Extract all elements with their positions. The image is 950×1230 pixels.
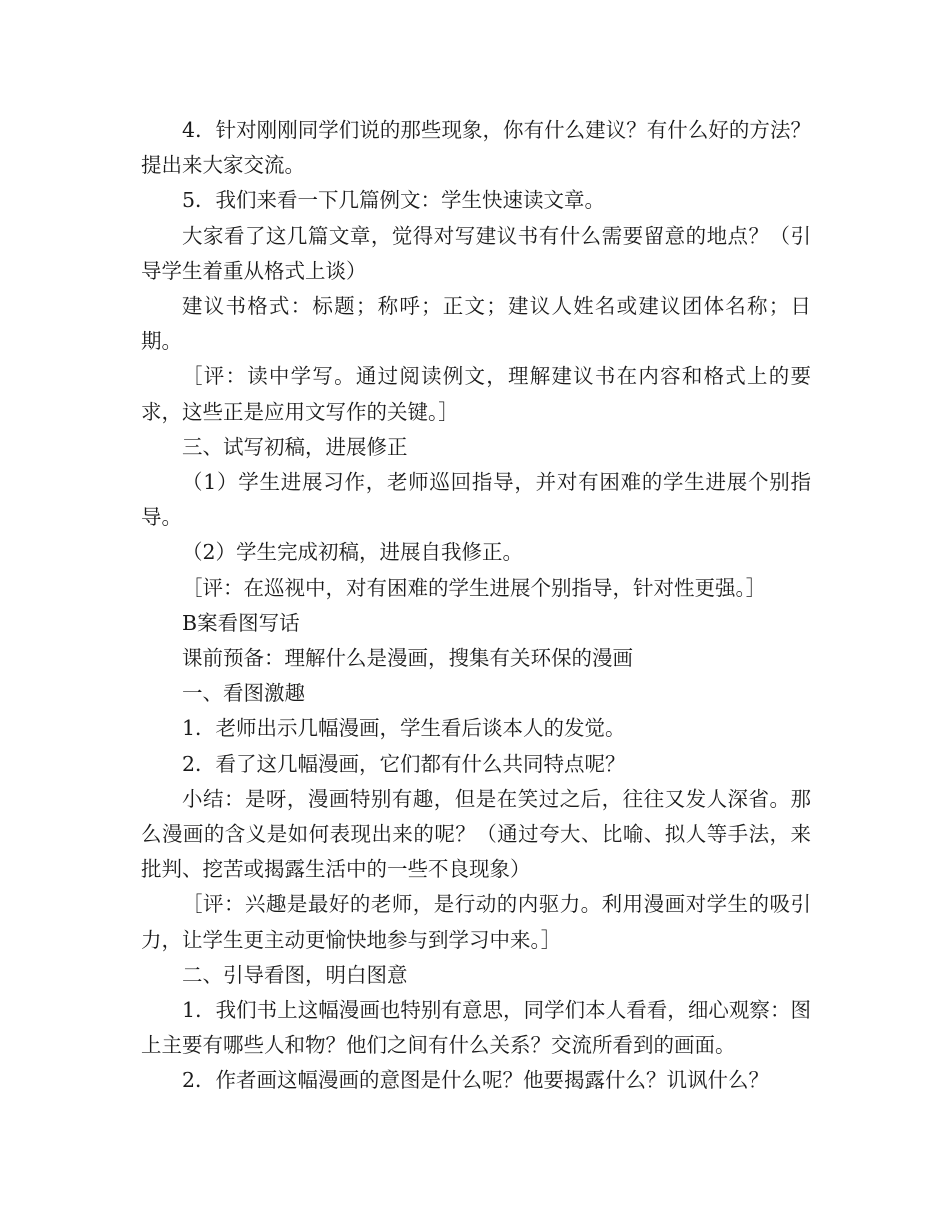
paragraph-observe-comic: 1．我们书上这幅漫画也特别有意思，同学们本人看看，细心观察：图上主要有哪些人和物？他们之间有什么关系？交流所看到的画面。 — [141, 998, 811, 1058]
paragraph-show-comics: 1．老师出示几幅漫画，学生看后谈本人的发觉。 — [182, 716, 626, 741]
section-heading-plan-b: B案看图写话 — [182, 610, 300, 635]
paragraph-draft-step-1: （1）学生进展习作，老师巡回指导，并对有困难的学生进展个别指导。 — [141, 470, 811, 530]
paragraph-format-list: 建议书格式：标题；称呼；正文；建议人姓名或建议团体名称；日期。 — [141, 294, 811, 354]
paragraph-draft-step-2: （2）学生完成初稿，进展自我修正。 — [182, 540, 524, 565]
paragraph-common-features: 2．看了这几幅漫画，它们都有什么共同特点呢？ — [182, 751, 626, 776]
section-heading-interest: 一、看图激趣 — [182, 681, 305, 706]
paragraph-summary: 小结：是呀，漫画特别有趣，但是在笑过之后，往往又发人深省。那么漫画的含义是如何表现出来的呢？（通过夸大、比喻、拟人等手法，来批判、挖苦或揭露生活中的一些不良现象） — [141, 786, 811, 882]
paragraph-format-question: 大家看了这几篇文章，觉得对写建议书有什么需要留意的地点？（引导学生着重从格式上谈） — [141, 223, 811, 283]
comment-interest: ［评：兴趣是最好的老师，是行动的内驱力。利用漫画对学生的吸引力，让学生更主动更愉快地参与到学习中来。］ — [141, 892, 811, 952]
document-body — [141, 113, 811, 1099]
paragraph-author-intent: 2．作者画这幅漫画的意图是什么呢？他要揭露什么？讥讽什么？ — [182, 1068, 770, 1093]
paragraph-read-examples: 5．我们来看一下几篇例文：学生快速读文章。 — [182, 188, 606, 213]
section-heading-observe: 二、引导看图，明白图意 — [182, 962, 408, 987]
comment-guidance: ［评：在巡视中，对有困难的学生进展个别指导，针对性更强。］ — [182, 575, 767, 600]
section-heading-draft: 三、试写初稿，进展修正 — [182, 434, 408, 459]
comment-reading-writing: ［评：读中学写。通过阅读例文，理解建议书在内容和格式上的要求，这些正是应用文写作的关键。］ — [141, 364, 811, 424]
paragraph-preparation: 课前预备：理解什么是漫画，搜集有关环保的漫画 — [182, 646, 633, 671]
paragraph-suggestion-question: 4．针对刚刚同学们说的那些现象，你有什么建议？有什么好的方法？提出来大家交流。 — [141, 118, 811, 178]
